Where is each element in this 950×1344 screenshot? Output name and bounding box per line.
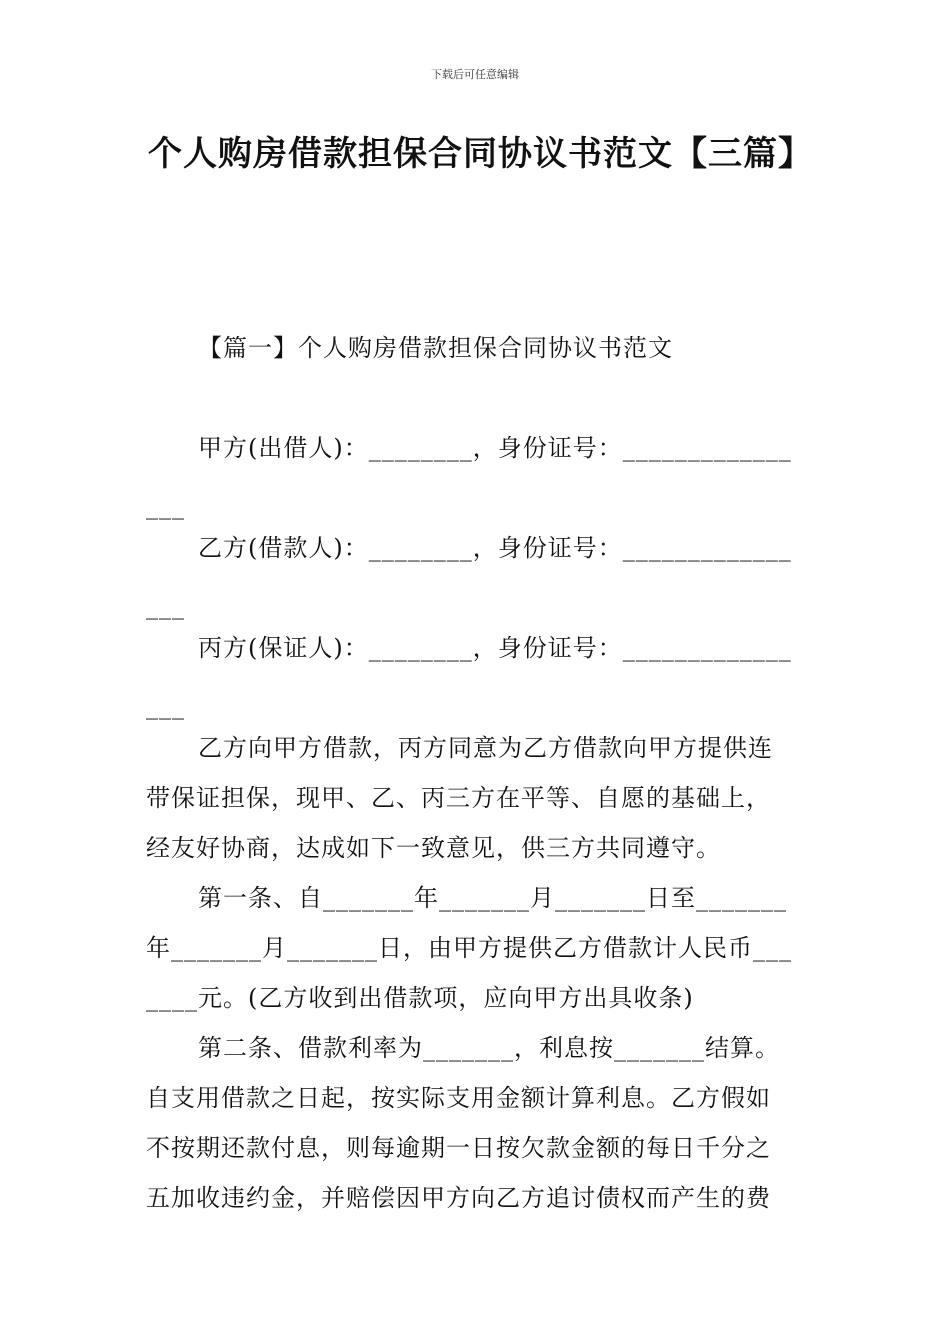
section-heading: 【篇一】个人购房借款担保合同协议书范文 [198, 334, 673, 362]
party-a-line: 甲方(出借人)：________，身份证号：_____________ [198, 434, 792, 462]
article-1-line: 年_______月_______日，由甲方提供乙方借款计人民币___ [146, 934, 792, 962]
party-b-line-cont: ___ [146, 592, 185, 620]
article-2-line: 五加收违约金，并赔偿因甲方向乙方追讨债权而产生的费 [146, 1184, 771, 1212]
header-note: 下载后可任意编辑 [431, 68, 519, 81]
party-b-line: 乙方(借款人)：________，身份证号：_____________ [198, 534, 792, 562]
article-2-line: 不按期还款付息，则每逾期一日按欠款金额的每日千分之 [146, 1134, 771, 1162]
article-1-line: ____元。(乙方收到出借款项，应向甲方出具收条) [146, 984, 694, 1012]
party-c-line-cont: ___ [146, 692, 185, 720]
paragraph-line: 带保证担保，现甲、乙、丙三方在平等、自愿的基础上， [146, 784, 771, 812]
paragraph-line: 经友好协商，达成如下一致意见，供三方共同遵守。 [146, 834, 721, 862]
document-title: 个人购房借款担保合同协议书范文【三篇】 [148, 134, 813, 174]
paragraph-line: 乙方向甲方借款，丙方同意为乙方借款向甲方提供连 [198, 734, 773, 762]
party-c-line: 丙方(保证人)：________，身份证号：_____________ [198, 634, 792, 662]
article-2-line: 第二条、借款利率为_______，利息按_______结算。 [198, 1034, 780, 1062]
article-1-line: 第一条、自_______年_______月_______日至_______ [198, 884, 787, 912]
party-a-line-cont: ___ [146, 492, 185, 520]
article-2-line: 自支用借款之日起，按实际支用金额计算利息。乙方假如 [146, 1084, 771, 1112]
